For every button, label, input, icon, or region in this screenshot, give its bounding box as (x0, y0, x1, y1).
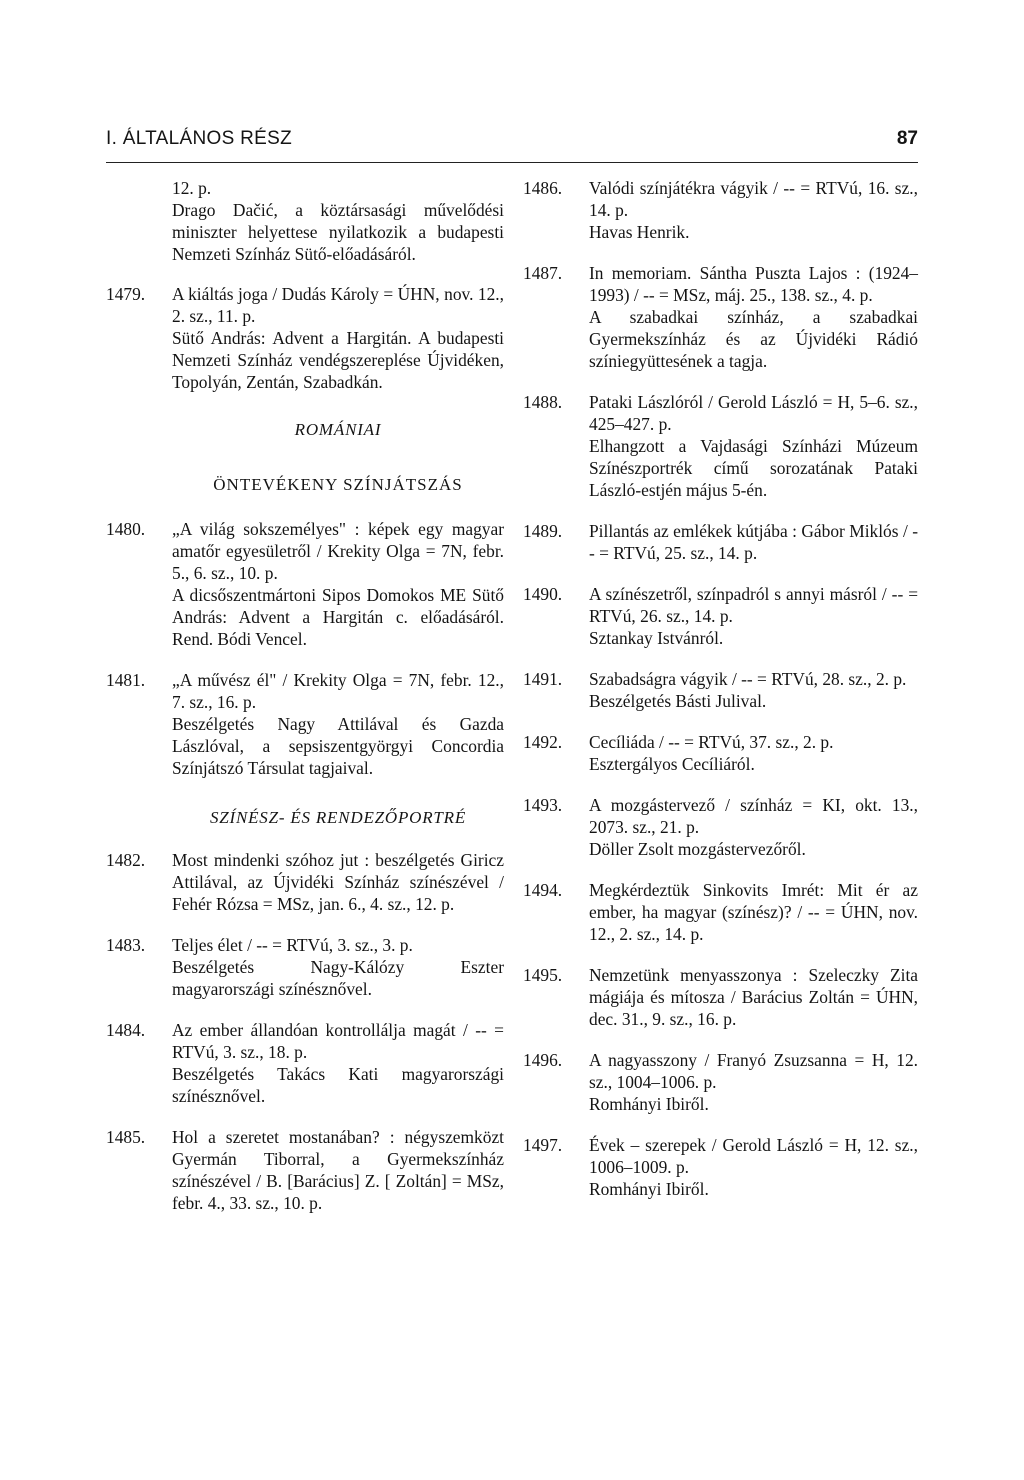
entry-annotation: Drago Dačić, a köztársasági művelődési miniszter helyettese nyilatkozik a budapesti Nemzeti Színház Sütő-előadásáról. (172, 200, 504, 264)
entry-annotation: Beszélgetés Nagy Attilával és Gazda Lászlóval, a sepsiszentgyörgyi Concordia Színjátszó Társulat tagjaival. (172, 714, 504, 778)
entry-1493 (523, 794, 918, 860)
entry-1481 (106, 669, 504, 779)
entry-citation: A színészetről, színpadról s annyi másról / -- = RTVú, 26. sz., 14. p. (589, 584, 918, 626)
entry-number: 1484. (106, 1020, 146, 1040)
entry-number: 1488. (523, 392, 563, 412)
entry-1489 (523, 520, 918, 564)
entry-number: 1489. (523, 521, 563, 541)
continued-entry (172, 177, 504, 265)
entry-citation: Pillantás az emlékek kútjába : Gábor Miklós / -- = RTVú, 25. sz., 14. p. (589, 521, 918, 563)
entry-annotation: Sütő András: Advent a Hargitán. A budapesti Nemzeti Színház vendégszereplése Újvidéken, Topolyán, Zentán, Szabadkán. (172, 328, 504, 392)
entry-body (589, 879, 918, 945)
section-heading-romaniai: ROMÁNIAI (294, 420, 382, 439)
entry-1483 (106, 934, 504, 1000)
entry-body (589, 583, 918, 649)
entry-annotation: Elhangzott a Vajdasági Színházi Múzeum Színészportrék című sorozatának Pataki László-estjén május 5-én. (589, 436, 918, 500)
entry-citation: Hol a szeretet mostanában? : négyszemközt Gyermán Tiborral, a Gyermekszínház színészével / B. [Barácius] Z. [ Zoltán] = MSz, febr. 4., 33. sz., 10. p. (172, 1127, 504, 1213)
entry-body (172, 283, 504, 393)
entry-body (589, 794, 918, 860)
entry-body (172, 934, 504, 1000)
left-column (106, 177, 504, 1233)
entry-citation: Valódi színjátékra vágyik / -- = RTVú, 16. sz., 14. p. (589, 178, 918, 220)
entry-citation: Megkérdeztük Sinkovits Imrét: Mit ér az ember, ha magyar (színész)? / -- = ÚHN, nov. 12., 2. sz., 14. p. (589, 880, 918, 944)
entry-number: 1495. (523, 965, 563, 985)
entry-body (172, 849, 504, 915)
entry-annotation: Döller Zsolt mozgástervezőről. (589, 839, 806, 859)
entry-body (172, 518, 504, 650)
entry-annotation: A dicsőszentmártoni Sipos Domokos ME Sütő András: Advent a Hargitán c. előadásáról. Rend. Bódi Vencel. (172, 585, 504, 649)
entry-1496 (523, 1049, 918, 1115)
entry-1479 (106, 283, 504, 393)
entry-line: 12. p. (172, 178, 212, 198)
entry-citation: In memoriam. Sántha Puszta Lajos : (1924–1993) / -- = MSz, máj. 25., 138. sz., 4. p. (589, 263, 918, 305)
entry-citation: Teljes élet / -- = RTVú, 3. sz., 3. p. (172, 935, 413, 955)
entry-1492 (523, 731, 918, 775)
entry-number: 1480. (106, 519, 146, 539)
entry-annotation: Beszélgetés Takács Kati magyarországi színésznővel. (172, 1064, 504, 1106)
entry-body (589, 668, 918, 712)
entry-number: 1491. (523, 669, 563, 689)
entry-annotation: Esztergályos Cecíliáról. (589, 754, 755, 774)
entry-citation: Nemzetünk menyasszonya : Szeleczky Zita mágiája és mítosza / Barácius Zoltán = ÚHN, dec. 31., 9. sz., 16. p. (589, 965, 918, 1029)
entry-1485 (106, 1126, 504, 1214)
entry-number: 1485. (106, 1127, 146, 1147)
entry-body (589, 262, 918, 372)
entry-1497 (523, 1134, 918, 1200)
entry-body (589, 964, 918, 1030)
entry-body (172, 1019, 504, 1107)
entry-citation: A nagyasszony / Franyó Zsuzsanna = H, 12. sz., 1004–1006. p. (589, 1050, 918, 1092)
entry-number: 1494. (523, 880, 563, 900)
entry-citation: Évek – szerepek / Gerold László = H, 12. sz., 1006–1009. p. (589, 1135, 918, 1177)
entry-citation: Szabadságra vágyik / -- = RTVú, 28. sz., 2. p. (589, 669, 907, 689)
entry-body (172, 669, 504, 779)
header-rule (106, 162, 918, 163)
entry-citation: Cecíliáda / -- = RTVú, 37. sz., 2. p. (589, 732, 834, 752)
entry-1488 (523, 391, 918, 501)
entry-number: 1483. (106, 935, 146, 955)
entry-number: 1479. (106, 284, 146, 304)
entry-number: 1486. (523, 178, 563, 198)
entry-citation: „A művész él" / Krekity Olga = 7N, febr. 12., 7. sz., 16. p. (172, 670, 504, 712)
entry-annotation: Beszélgetés Básti Julival. (589, 691, 767, 711)
entry-1487 (523, 262, 918, 372)
entry-number: 1493. (523, 795, 563, 815)
entry-number: 1481. (106, 670, 146, 690)
entry-body (589, 177, 918, 243)
entry-body (589, 520, 918, 564)
entry-annotation: Romhányi Ibiről. (589, 1094, 709, 1114)
entry-body (589, 1049, 918, 1115)
entry-body (172, 1126, 504, 1214)
entry-annotation: Beszélgetés Nagy-Kálózy Eszter magyarországi színésznővel. (172, 957, 504, 999)
entry-annotation: Havas Henrik. (589, 222, 690, 242)
section-heading-ontevekeny: ÖNTEVÉKENY SZÍNJÁTSZÁS (213, 475, 463, 494)
entry-1484 (106, 1019, 504, 1107)
entry-body (589, 391, 918, 501)
section-title: I. ÁLTALÁNOS RÉSZ (106, 128, 292, 149)
entry-number: 1490. (523, 584, 563, 604)
entry-body (589, 731, 918, 775)
entry-number: 1497. (523, 1135, 563, 1155)
entry-annotation: Sztankay Istvánról. (589, 628, 724, 648)
entry-citation: Most mindenki szóhoz jut : beszélgetés Giricz Attilával, az Újvidéki Színház színészével / Fehér Rózsa = MSz, jan. 6., 4. sz., 12. p. (172, 850, 504, 914)
entry-annotation: Romhányi Ibiről. (589, 1179, 709, 1199)
entry-citation: Az ember állandóan kontrollálja magát / -- = RTVú, 3. sz., 18. p. (172, 1020, 504, 1062)
entry-number: 1487. (523, 263, 563, 283)
entry-citation: A mozgástervező / színház = KI, okt. 13., 2073. sz., 21. p. (589, 795, 918, 837)
entry-number: 1482. (106, 850, 146, 870)
entry-annotation: A szabadkai színház, a szabadkai Gyermekszínház és az Újvidéki Rádió színiegyüttesének a tagja. (589, 307, 918, 371)
entry-1494 (523, 879, 918, 945)
entry-number: 1492. (523, 732, 563, 752)
entry-1486 (523, 177, 918, 243)
entry-number: 1496. (523, 1050, 563, 1070)
section-heading-portre: SZÍNÉSZ- ÉS RENDEZŐPORTRÉ (209, 808, 467, 827)
entry-citation: A kiáltás joga / Dudás Károly = ÚHN, nov. 12., 2. sz., 11. p. (172, 284, 504, 326)
entry-1491 (523, 668, 918, 712)
entry-1495 (523, 964, 918, 1030)
entry-1482 (106, 849, 504, 915)
right-column (523, 177, 918, 1219)
entry-citation: Pataki Lászlóról / Gerold László = H, 5–6. sz., 425–427. p. (589, 392, 918, 434)
entry-citation: „A világ sokszemélyes" : képek egy magyar amatőr egyesületről / Krekity Olga = 7N, febr. 5., 6. sz., 10. p. (172, 519, 504, 583)
entry-1490 (523, 583, 918, 649)
entry-body (589, 1134, 918, 1200)
entry-1480 (106, 518, 504, 650)
page-header (106, 128, 918, 162)
page-number: 87 (896, 128, 918, 149)
